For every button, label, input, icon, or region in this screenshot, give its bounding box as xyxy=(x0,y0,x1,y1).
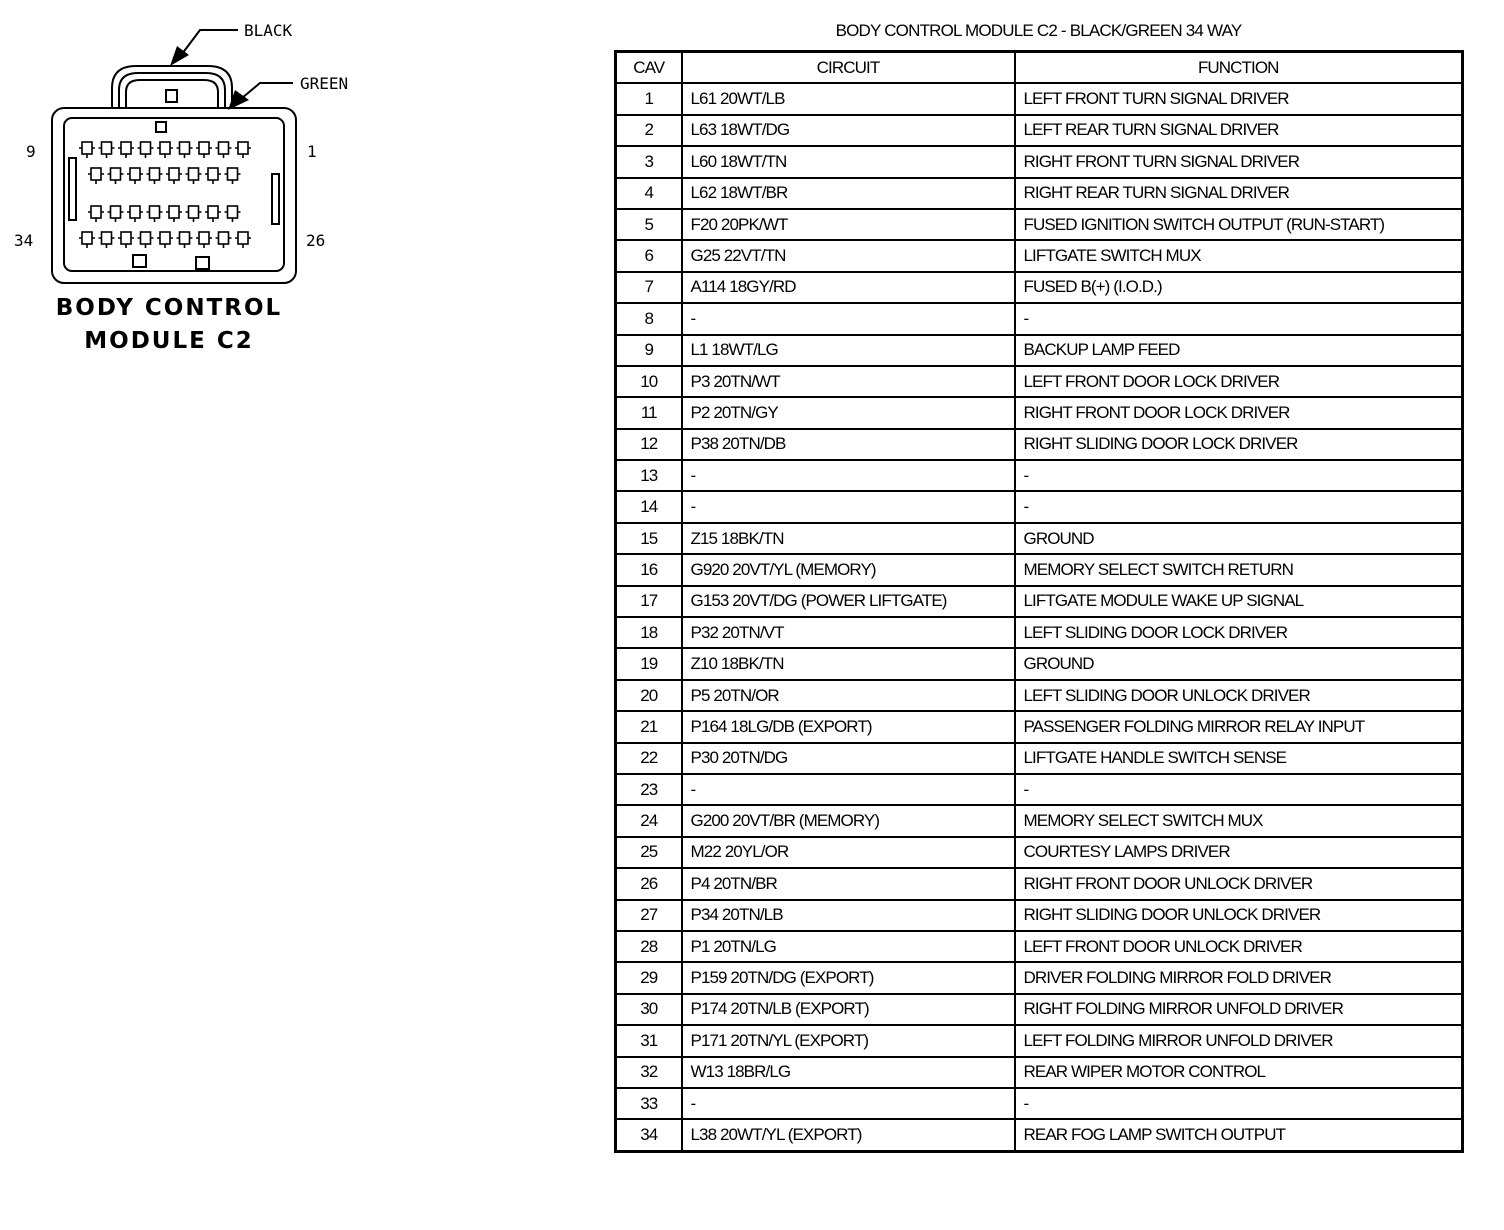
circuit-cell: P32 20TN/VT xyxy=(682,617,1015,648)
pin-cavity xyxy=(228,206,238,218)
table-row xyxy=(616,617,1463,648)
table-row xyxy=(616,523,1463,554)
table-row xyxy=(616,837,1463,868)
table-row xyxy=(616,178,1463,209)
function-cell: LEFT FRONT TURN SIGNAL DRIVER xyxy=(1015,83,1463,114)
circuit-cell: - xyxy=(682,491,1015,522)
table-row xyxy=(616,774,1463,805)
circuit-cell: Z15 18BK/TN xyxy=(682,523,1015,554)
table-row xyxy=(616,900,1463,931)
circuit-cell: P1 20TN/LG xyxy=(682,931,1015,962)
function-cell: LIFTGATE HANDLE SWITCH SENSE xyxy=(1015,743,1463,774)
header-cav: CAV xyxy=(616,52,682,84)
pin-cavity xyxy=(102,142,112,154)
table-row xyxy=(616,272,1463,303)
cav-cell: 21 xyxy=(616,711,682,742)
cav-cell: 17 xyxy=(616,586,682,617)
table-row xyxy=(616,460,1463,491)
pin-cavity xyxy=(130,168,140,180)
circuit-cell: L60 18WT/TN xyxy=(682,146,1015,177)
function-cell: RIGHT REAR TURN SIGNAL DRIVER xyxy=(1015,178,1463,209)
function-cell: - xyxy=(1015,774,1463,805)
cav-cell: 6 xyxy=(616,240,682,271)
table-row xyxy=(616,397,1463,428)
function-cell: - xyxy=(1015,491,1463,522)
function-cell: FUSED B(+) (I.O.D.) xyxy=(1015,272,1463,303)
circuit-cell: P171 20TN/YL (EXPORT) xyxy=(682,1025,1015,1056)
function-cell: - xyxy=(1015,1088,1463,1119)
circuit-cell: P30 20TN/DG xyxy=(682,743,1015,774)
table-row xyxy=(616,994,1463,1025)
circuit-cell: A114 18GY/RD xyxy=(682,272,1015,303)
circuit-cell: W13 18BR/LG xyxy=(682,1057,1015,1088)
connector-latch xyxy=(112,66,232,108)
pin-cavity xyxy=(111,206,121,218)
pin-cavity xyxy=(130,206,140,218)
function-cell: RIGHT FRONT DOOR LOCK DRIVER xyxy=(1015,397,1463,428)
cav-cell: 11 xyxy=(616,397,682,428)
table-row xyxy=(616,680,1463,711)
circuit-cell: P2 20TN/GY xyxy=(682,397,1015,428)
cav-cell: 33 xyxy=(616,1088,682,1119)
cav-cell: 30 xyxy=(616,994,682,1025)
table-row xyxy=(616,711,1463,742)
pin-cavity xyxy=(82,142,92,154)
circuit-cell: - xyxy=(682,774,1015,805)
pinout-table xyxy=(614,50,1464,1153)
table-row xyxy=(616,931,1463,962)
table-row xyxy=(616,805,1463,836)
pin-cavity xyxy=(208,206,218,218)
connector-pin-cavities xyxy=(79,142,251,248)
table-row xyxy=(616,366,1463,397)
table-row xyxy=(616,1088,1463,1119)
header-circuit: CIRCUIT xyxy=(682,52,1015,84)
cav-cell: 15 xyxy=(616,523,682,554)
function-cell: LEFT FRONT DOOR UNLOCK DRIVER xyxy=(1015,931,1463,962)
function-cell: RIGHT FRONT TURN SIGNAL DRIVER xyxy=(1015,146,1463,177)
function-cell: DRIVER FOLDING MIRROR FOLD DRIVER xyxy=(1015,962,1463,993)
connector-housing xyxy=(52,108,296,283)
cav-cell: 16 xyxy=(616,554,682,585)
black-leader-line xyxy=(182,30,238,54)
function-cell: LEFT SLIDING DOOR LOCK DRIVER xyxy=(1015,617,1463,648)
function-cell: RIGHT SLIDING DOOR LOCK DRIVER xyxy=(1015,429,1463,460)
pin-cavity xyxy=(219,232,229,244)
pin-cavity xyxy=(160,232,170,244)
circuit-cell: L38 20WT/YL (EXPORT) xyxy=(682,1119,1015,1151)
table-row xyxy=(616,115,1463,146)
cav-cell: 22 xyxy=(616,743,682,774)
table-row xyxy=(616,429,1463,460)
function-cell: - xyxy=(1015,303,1463,334)
circuit-cell: G25 22VT/TN xyxy=(682,240,1015,271)
pin-cavity xyxy=(160,142,170,154)
cav-cell: 29 xyxy=(616,962,682,993)
pin-cavity xyxy=(111,168,121,180)
function-cell: MEMORY SELECT SWITCH RETURN xyxy=(1015,554,1463,585)
circuit-cell: L61 20WT/LB xyxy=(682,83,1015,114)
function-cell: GROUND xyxy=(1015,523,1463,554)
circuit-cell: P38 20TN/DB xyxy=(682,429,1015,460)
pin-34-label: 34 xyxy=(14,231,34,250)
pin-cavity xyxy=(169,206,179,218)
cav-cell: 25 xyxy=(616,837,682,868)
function-cell: RIGHT SLIDING DOOR UNLOCK DRIVER xyxy=(1015,900,1463,931)
cav-cell: 24 xyxy=(616,805,682,836)
pin-cavity xyxy=(121,142,131,154)
cav-cell: 20 xyxy=(616,680,682,711)
function-cell: LEFT FRONT DOOR LOCK DRIVER xyxy=(1015,366,1463,397)
black-label: BLACK xyxy=(244,21,293,40)
circuit-cell: L62 18WT/BR xyxy=(682,178,1015,209)
cav-cell: 18 xyxy=(616,617,682,648)
pin-cavity xyxy=(180,232,190,244)
cav-cell: 8 xyxy=(616,303,682,334)
circuit-cell: F20 20PK/WT xyxy=(682,209,1015,240)
pin-cavity xyxy=(141,232,151,244)
cav-cell: 31 xyxy=(616,1025,682,1056)
table-row xyxy=(616,83,1463,114)
pin-1-label: 1 xyxy=(307,142,317,161)
table-header-row xyxy=(616,52,1463,84)
circuit-cell: L1 18WT/LG xyxy=(682,335,1015,366)
function-cell: MEMORY SELECT SWITCH MUX xyxy=(1015,805,1463,836)
table-row xyxy=(616,335,1463,366)
circuit-cell: P34 20TN/LB xyxy=(682,900,1015,931)
table-row xyxy=(616,209,1463,240)
circuit-cell: L63 18WT/DG xyxy=(682,115,1015,146)
table-row xyxy=(616,146,1463,177)
cav-cell: 26 xyxy=(616,868,682,899)
caption-line-1: BODY CONTROL xyxy=(55,295,283,321)
pin-cavity xyxy=(82,232,92,244)
pin-cavity xyxy=(189,206,199,218)
pin-cavity xyxy=(208,168,218,180)
cav-cell: 32 xyxy=(616,1057,682,1088)
function-cell: LEFT SLIDING DOOR UNLOCK DRIVER xyxy=(1015,680,1463,711)
cav-cell: 14 xyxy=(616,491,682,522)
table-row xyxy=(616,554,1463,585)
cav-cell: 34 xyxy=(616,1119,682,1151)
table-row xyxy=(616,962,1463,993)
pin-cavity xyxy=(169,168,179,180)
cav-cell: 10 xyxy=(616,366,682,397)
function-cell: LEFT FOLDING MIRROR UNFOLD DRIVER xyxy=(1015,1025,1463,1056)
function-cell: LIFTGATE MODULE WAKE UP SIGNAL xyxy=(1015,586,1463,617)
table-row xyxy=(616,1119,1463,1151)
table-row xyxy=(616,648,1463,679)
pin-cavity xyxy=(150,206,160,218)
function-cell: RIGHT FRONT DOOR UNLOCK DRIVER xyxy=(1015,868,1463,899)
function-cell: COURTESY LAMPS DRIVER xyxy=(1015,837,1463,868)
pin-cavity xyxy=(238,142,248,154)
function-cell: FUSED IGNITION SWITCH OUTPUT (RUN-START) xyxy=(1015,209,1463,240)
cav-cell: 13 xyxy=(616,460,682,491)
table-title: BODY CONTROL MODULE C2 - BLACK/GREEN 34 WAY xyxy=(835,21,1242,40)
function-cell: RIGHT FOLDING MIRROR UNFOLD DRIVER xyxy=(1015,994,1463,1025)
circuit-cell: - xyxy=(682,460,1015,491)
green-leader-line xyxy=(242,83,293,98)
pin-cavity xyxy=(228,168,238,180)
cav-cell: 27 xyxy=(616,900,682,931)
cav-cell: 1 xyxy=(616,83,682,114)
connector-diagram xyxy=(0,0,600,370)
circuit-cell: P174 20TN/LB (EXPORT) xyxy=(682,994,1015,1025)
cav-cell: 2 xyxy=(616,115,682,146)
pin-cavity xyxy=(180,142,190,154)
header-function: FUNCTION xyxy=(1015,52,1463,84)
cav-cell: 4 xyxy=(616,178,682,209)
circuit-cell: P3 20TN/WT xyxy=(682,366,1015,397)
function-cell: REAR WIPER MOTOR CONTROL xyxy=(1015,1057,1463,1088)
cav-cell: 7 xyxy=(616,272,682,303)
table-row xyxy=(616,240,1463,271)
caption-line-2: MODULE C2 xyxy=(84,328,254,354)
pin-9-label: 9 xyxy=(26,142,36,161)
cav-cell: 23 xyxy=(616,774,682,805)
pin-cavity xyxy=(121,232,131,244)
circuit-cell: P5 20TN/OR xyxy=(682,680,1015,711)
function-cell: LIFTGATE SWITCH MUX xyxy=(1015,240,1463,271)
function-cell: PASSENGER FOLDING MIRROR RELAY INPUT xyxy=(1015,711,1463,742)
cav-cell: 19 xyxy=(616,648,682,679)
pin-cavity xyxy=(199,142,209,154)
function-cell: BACKUP LAMP FEED xyxy=(1015,335,1463,366)
pin-cavity xyxy=(91,206,101,218)
circuit-cell: P4 20TN/BR xyxy=(682,868,1015,899)
cav-cell: 12 xyxy=(616,429,682,460)
function-cell: GROUND xyxy=(1015,648,1463,679)
pin-cavity xyxy=(219,142,229,154)
pin-26-label: 26 xyxy=(306,231,326,250)
green-label: GREEN xyxy=(300,74,349,93)
cav-cell: 5 xyxy=(616,209,682,240)
circuit-cell: - xyxy=(682,303,1015,334)
pin-cavity xyxy=(141,142,151,154)
pin-cavity xyxy=(102,232,112,244)
pin-cavity xyxy=(150,168,160,180)
circuit-cell: M22 20YL/OR xyxy=(682,837,1015,868)
circuit-cell: P159 20TN/DG (EXPORT) xyxy=(682,962,1015,993)
table-row xyxy=(616,303,1463,334)
table-row xyxy=(616,868,1463,899)
table-row xyxy=(616,743,1463,774)
circuit-cell: G200 20VT/BR (MEMORY) xyxy=(682,805,1015,836)
pin-cavity xyxy=(189,168,199,180)
function-cell: LEFT REAR TURN SIGNAL DRIVER xyxy=(1015,115,1463,146)
table-row xyxy=(616,491,1463,522)
function-cell: - xyxy=(1015,460,1463,491)
pin-cavity xyxy=(238,232,248,244)
cav-cell: 28 xyxy=(616,931,682,962)
table-row xyxy=(616,1057,1463,1088)
pin-cavity xyxy=(199,232,209,244)
circuit-cell: G920 20VT/YL (MEMORY) xyxy=(682,554,1015,585)
table-row xyxy=(616,586,1463,617)
circuit-cell: G153 20VT/DG (POWER LIFTGATE) xyxy=(682,586,1015,617)
cav-cell: 9 xyxy=(616,335,682,366)
circuit-cell: P164 18LG/DB (EXPORT) xyxy=(682,711,1015,742)
pin-cavity xyxy=(91,168,101,180)
table-row xyxy=(616,1025,1463,1056)
circuit-cell: - xyxy=(682,1088,1015,1119)
circuit-cell: Z10 18BK/TN xyxy=(682,648,1015,679)
cav-cell: 3 xyxy=(616,146,682,177)
function-cell: REAR FOG LAMP SWITCH OUTPUT xyxy=(1015,1119,1463,1151)
